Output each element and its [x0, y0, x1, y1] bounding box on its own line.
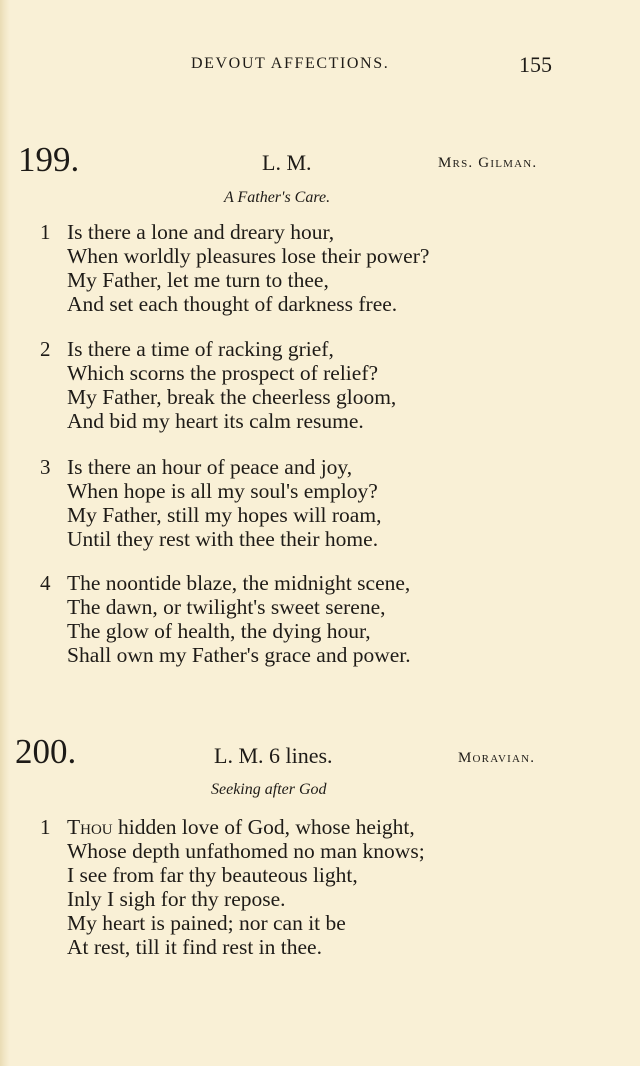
verse-line: Inly I sigh for thy repose.: [67, 887, 286, 911]
verse-line: Is there an hour of peace and joy,: [67, 455, 353, 479]
hymn-number: 199.: [18, 140, 80, 179]
verse-line: And set each thought of darkness free.: [67, 292, 398, 316]
stanza-number: 1: [40, 220, 51, 244]
hymn-meter: L. M.: [262, 150, 312, 175]
hymn-title: Seeking after God: [211, 781, 327, 798]
verse-line: And bid my heart its calm resume.: [67, 409, 364, 433]
verse-line: My Father, let me turn to thee,: [67, 268, 329, 292]
verse-line: My heart is pained; nor can it be: [67, 911, 346, 935]
stanza-number: 2: [40, 337, 51, 361]
stanza-number: 1: [40, 815, 51, 839]
verse-line: Whose depth unfathomed no man knows;: [67, 839, 425, 863]
verse-line: The glow of health, the dying hour,: [67, 619, 371, 643]
verse-line: Shall own my Father's grace and power.: [67, 643, 411, 667]
running-head: DEVOUT AFFECTIONS.: [191, 55, 390, 72]
verse-line: At rest, till it find rest in thee.: [67, 935, 322, 959]
verse-line: [67, 815, 415, 839]
first-word: Thou: [67, 815, 113, 839]
verse-line: Is there a time of racking grief,: [67, 337, 334, 361]
stanza-number: 3: [40, 455, 51, 479]
verse-line-rest: hidden love of God, whose height,: [118, 815, 415, 839]
verse-line: My Father, break the cheerless gloom,: [67, 385, 397, 409]
verse-line: Which scorns the prospect of relief?: [67, 361, 379, 385]
hymn-number: 200.: [15, 732, 77, 771]
stanza-number: 4: [40, 571, 51, 595]
hymn-author: Mrs. Gilman.: [438, 155, 538, 171]
verse-line: When hope is all my soul's employ?: [67, 479, 378, 503]
verse-line: Is there a lone and dreary hour,: [67, 220, 335, 244]
hymn-meter: L. M. 6 lines.: [214, 743, 333, 768]
verse-line: Until they rest with thee their home.: [67, 527, 379, 551]
verse-line: The dawn, or twilight's sweet serene,: [67, 595, 386, 619]
hymn-author: Moravian.: [458, 750, 536, 766]
verse-line: When worldly pleasures lose their power?: [67, 244, 430, 268]
verse-line: The noontide blaze, the midnight scene,: [67, 571, 411, 595]
page-gutter: [0, 0, 10, 1066]
hymn-title: A Father's Care.: [224, 189, 331, 206]
page-number: 155: [519, 52, 552, 77]
verse-line: My Father, still my hopes will roam,: [67, 503, 382, 527]
verse-line: I see from far thy beauteous light,: [67, 863, 358, 887]
